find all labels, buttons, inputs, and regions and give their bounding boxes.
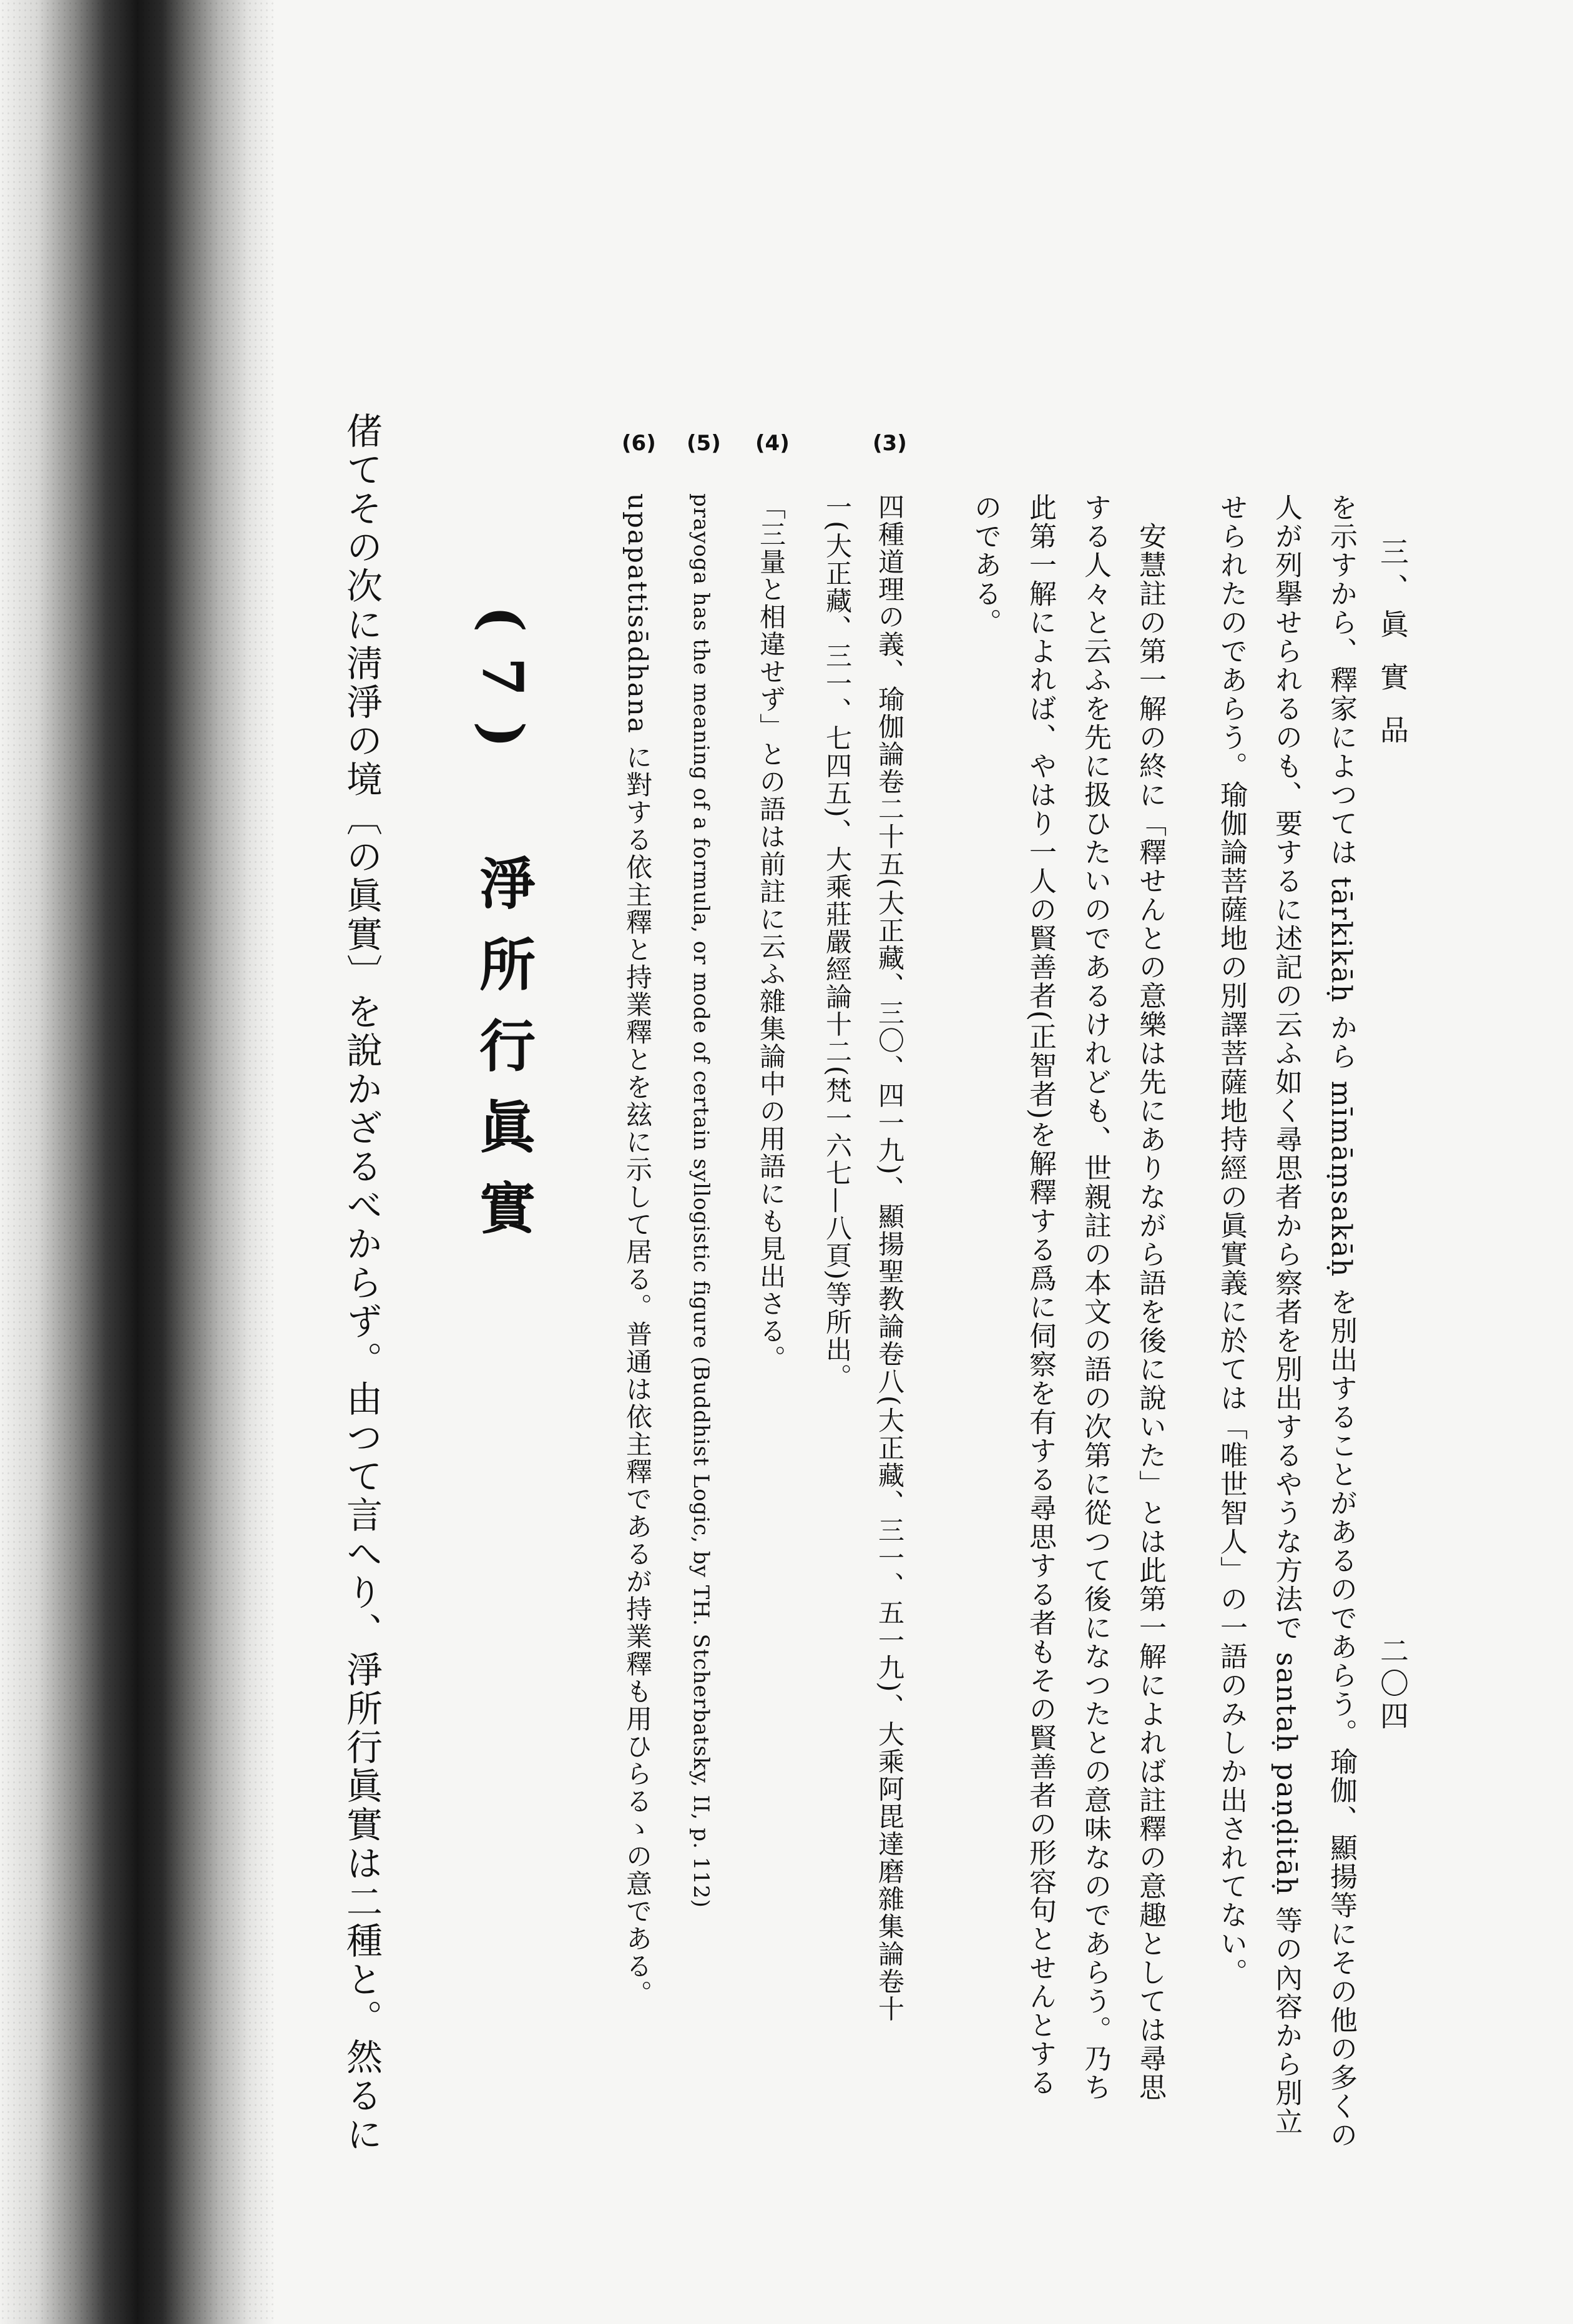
closing-body-line: 偖てその次に淸淨の境〔の眞實〕を說かざるべからず。由つて言へり、淨所行眞實は二種と。然るに (340, 412, 383, 2154)
body-line: 人が列擧せられるのも、要するに述記の云ふ如く尋思者から察者を別出するやうな方法で santaḥ paṇḍitāḥ 等の內容から別立 (1270, 493, 1302, 2136)
note-marker: (5) (687, 431, 721, 456)
body-line: 安慧註の第一解の終に「釋せんとの意樂は先にありながら語を後に說いた」とは此第一解によれば註釋の意趣としては尋思 (1134, 493, 1166, 2102)
note-line: 「三量と相違せず」との語は前註に云ふ雜集論中の用語にも見出さる。 (756, 493, 786, 1372)
body-line: 此第一解によれば、やはり一人の賢善者(正智者)を解釋する爲に伺察を有する尋思する者もその賢善者の形容句とせんとする (1024, 493, 1056, 2097)
note-line: prayoga has the meaning of a formula, or mode of certain syllogistic figure (Buddhist Logic, by TH. Stcherbatsky, II, p. 112) (688, 493, 713, 1908)
note-line: upapattisādhana に對する依主釋と持業釋とを玆に示して居る。普通は依主釋であるが持業釋も用ひらるゝの意である。 (622, 493, 653, 2008)
note-line: 四種道理の義、瑜伽論卷二十五(大正藏、三〇、四一九)、顯揚聖教論卷八(大正藏、三一、五一九)、大乘阿毘達磨雜集論卷十 (875, 493, 905, 2023)
chapter-title: 三、眞 實 品 (1376, 537, 1409, 752)
note-marker: (6) (622, 431, 656, 456)
note-marker: (4) (755, 431, 790, 456)
note-marker: (3) (873, 431, 907, 456)
body-line: せられたのであらう。瑜伽論菩薩地の別譯菩薩地持經の眞實義に於ては「唯世智人」の一語のみしか出されてない。 (1215, 493, 1247, 1987)
body-line: を示すから、釋家によつては tārkikāḥ から mīmāṃsakāḥ を別出することがあるのであらう。瑜伽、顯揚等にその他の多くの (1325, 493, 1357, 2150)
body-line: のである。 (969, 493, 1001, 637)
page-number: 二〇四 (1376, 1636, 1409, 1733)
body-line: する人々と云ふを先に扱ひたいのであるけれども、世親註の本文の語の次第に從つて後になつたとの意味なのであらう。乃ち (1079, 493, 1111, 2102)
note-line: 一(大正藏、三一、七四五)、大乘莊嚴經論十二(梵一六七—八頁)等所出。 (822, 493, 853, 1391)
section-heading: (7) 淨所行眞實 (469, 606, 536, 1260)
